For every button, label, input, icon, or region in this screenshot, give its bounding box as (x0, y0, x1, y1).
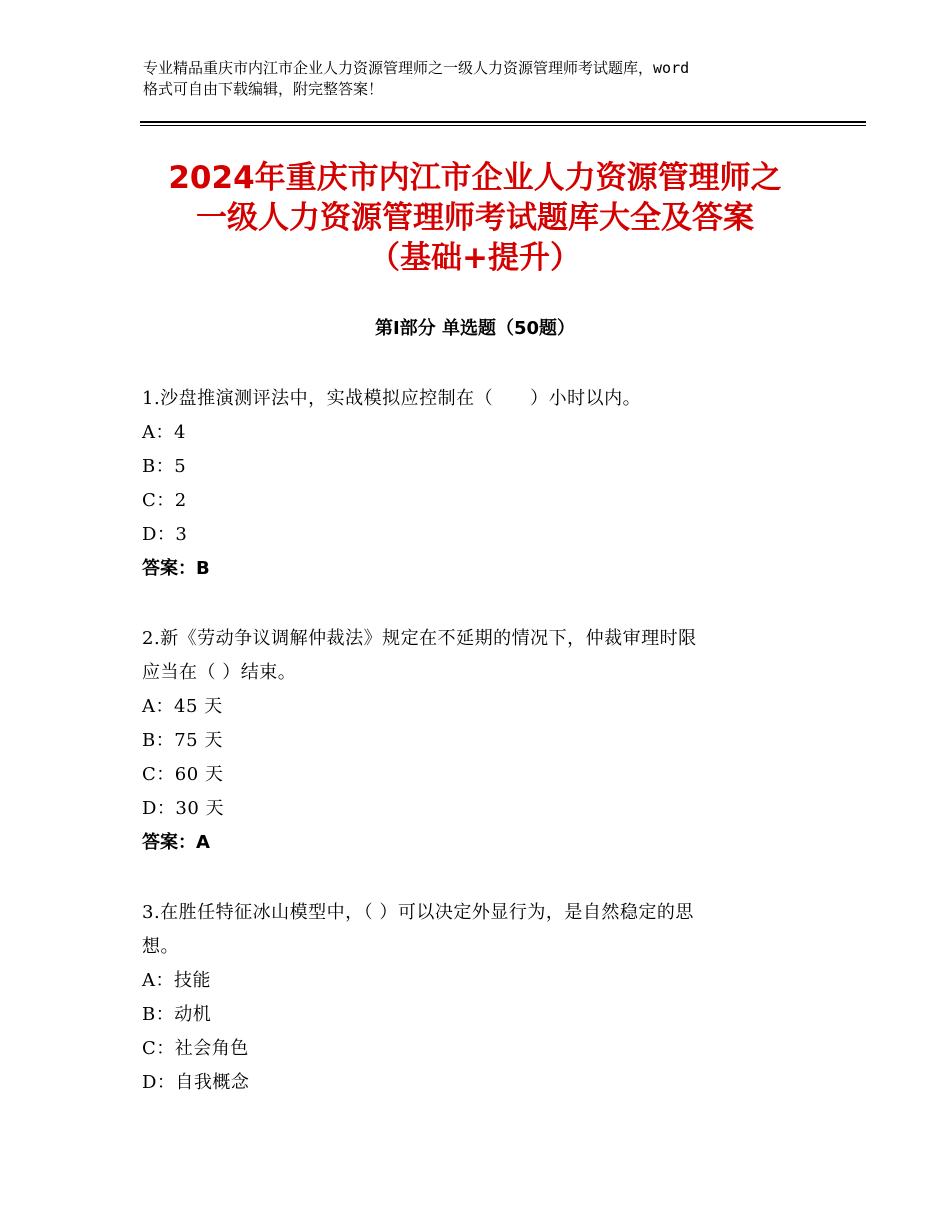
header-note-line-1: 专业精品重庆市内江市企业人力资源管理师之一级人力资源管理师考试题库，word (143, 59, 690, 77)
header-note-line-2: 格式可自由下载编辑，附完整答案！ (143, 80, 384, 98)
document-title-line-1: 2024年重庆市内江市企业人力资源管理师之 (168, 160, 782, 196)
option-a: A：技能 (142, 970, 211, 991)
document-title (100, 158, 850, 278)
question-2 (142, 622, 822, 860)
section-title: 第Ⅰ部分 单选题（50题） (374, 318, 575, 339)
question-3 (142, 896, 822, 1100)
option-a: A：45 天 (142, 696, 223, 717)
question-stem-continued: 想。 (142, 936, 179, 957)
header-rule-thick (140, 121, 866, 123)
question-stem-continued: 应当在（ ）结束。 (142, 662, 297, 683)
question-1 (142, 382, 822, 586)
header-rule-thin (140, 125, 866, 126)
option-d: D：30 天 (142, 798, 225, 819)
option-b: B：5 (142, 456, 187, 477)
question-stem: 1.沙盘推演测评法中，实战模拟应控制在（ ）小时以内。 (142, 388, 642, 409)
option-d: D：3 (142, 524, 188, 545)
question-list (142, 382, 822, 1136)
question-stem: 2.新《劳动争议调解仲裁法》规定在不延期的情况下，仲裁审理时限 (142, 628, 697, 649)
option-c: C：社会角色 (142, 1038, 249, 1059)
option-a: A：4 (142, 422, 186, 443)
option-d: D：自我概念 (142, 1072, 250, 1093)
document-title-line-3: （基础+提升） (369, 240, 581, 276)
option-b: B：75 天 (142, 730, 223, 751)
answer-label: 答案：A (142, 832, 210, 853)
option-c: C：60 天 (142, 764, 224, 785)
answer-label: 答案：B (142, 558, 210, 579)
option-c: C：2 (142, 490, 187, 511)
question-stem: 3.在胜任特征冰山模型中，（ ）可以决定外显行为，是自然稳定的思 (142, 902, 694, 923)
option-b: B：动机 (142, 1004, 212, 1025)
header-note (143, 58, 823, 100)
document-title-line-2: 一级人力资源管理师考试题库大全及答案 (196, 200, 754, 236)
